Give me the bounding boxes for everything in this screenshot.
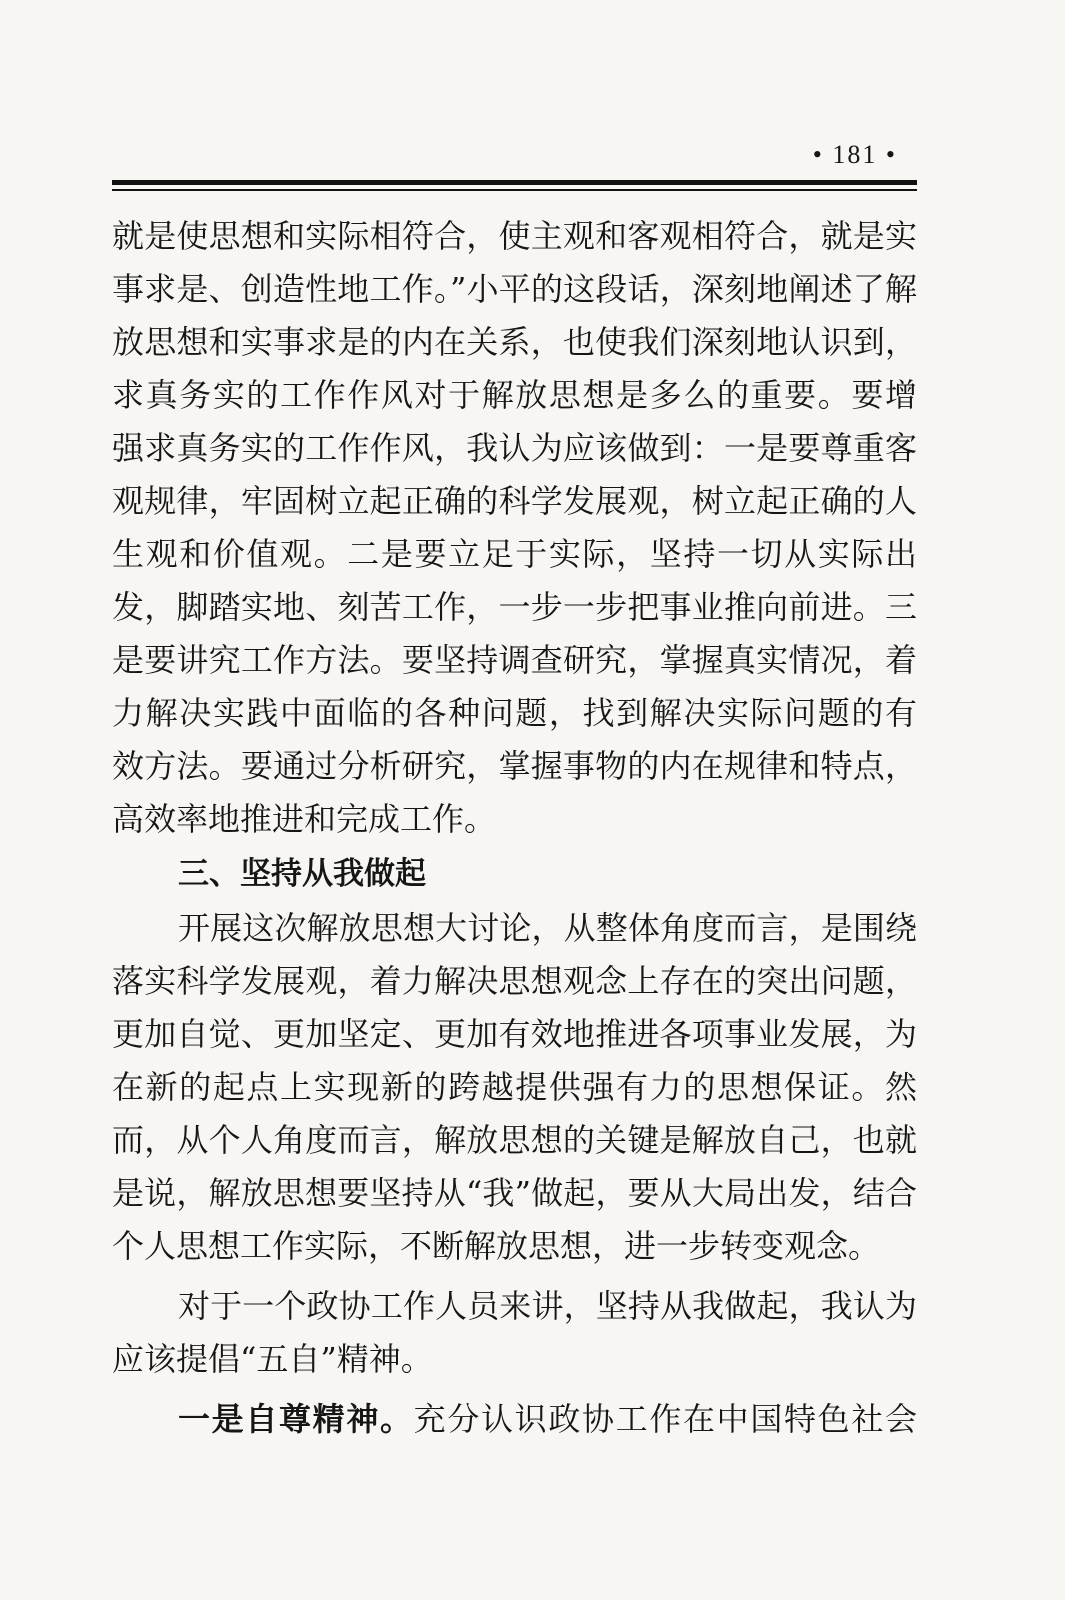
bold-lead-phrase: 一是自尊精神。 bbox=[178, 1400, 414, 1438]
text-line: 强求真务实的工作作风，我认为应该做到：一是要尊重客 bbox=[112, 429, 917, 467]
text-line: 个人思想工作实际，不断解放思想，进一步转变观念。 bbox=[112, 1227, 881, 1265]
text-line: 是要讲究工作方法。要坚持调查研究，掌握真实情况，着 bbox=[112, 641, 917, 679]
section-heading: 三、坚持从我做起 bbox=[178, 856, 426, 892]
text-line: 事求是、创造性地工作。”小平的这段话，深刻地阐述了解 bbox=[112, 270, 917, 308]
page-body bbox=[112, 210, 917, 1446]
page-number: • 181 • bbox=[812, 140, 897, 169]
text-line: 生观和价值观。二是要立足于实际，坚持一切从实际出 bbox=[112, 535, 917, 573]
text-line: 更加自觉、更加坚定、更加有效地推进各项事业发展，为 bbox=[112, 1015, 917, 1053]
text-line: 而，从个人角度而言，解放思想的关键是解放自己，也就 bbox=[112, 1121, 917, 1159]
text-line: 是说，解放思想要坚持从“我”做起，要从大局出发，结合 bbox=[112, 1174, 917, 1212]
paragraph-2 bbox=[112, 902, 917, 1273]
paragraph-1 bbox=[112, 210, 917, 846]
paragraph-4 bbox=[112, 1393, 917, 1446]
text-line: 对于一个政协工作人员来讲，坚持从我做起，我认为 bbox=[178, 1287, 917, 1325]
text-line: 就是使思想和实际相符合，使主观和客观相符合，就是实 bbox=[112, 217, 917, 255]
text-line: 开展这次解放思想大讨论，从整体角度而言，是围绕 bbox=[178, 909, 917, 947]
text-line: 发，脚踏实地、刻苦工作，一步一步把事业推向前进。三 bbox=[112, 588, 917, 626]
header-rule-thin bbox=[112, 189, 917, 191]
text-run: 充分认识政协工作在中国特色社会 bbox=[413, 1400, 917, 1438]
text-line: 放思想和实事求是的内在关系，也使我们深刻地认识到， bbox=[112, 323, 917, 361]
paragraph-3 bbox=[112, 1280, 917, 1386]
header-rule-thick bbox=[112, 180, 917, 185]
text-line: 在新的起点上实现新的跨越提供强有力的思想保证。然 bbox=[112, 1068, 917, 1106]
text-line: 落实科学发展观，着力解决思想观念上存在的突出问题， bbox=[112, 962, 917, 1000]
text-line: 应该提倡“五自”精神。 bbox=[112, 1340, 433, 1378]
text-line: 观规律，牢固树立起正确的科学发展观，树立起正确的人 bbox=[112, 482, 917, 520]
text-line: 力解决实践中面临的各种问题，找到解决实际问题的有 bbox=[112, 694, 917, 732]
text-line: 求真务实的工作作风对于解放思想是多么的重要。要增 bbox=[112, 376, 917, 414]
text-line: 效方法。要通过分析研究，掌握事物的内在规律和特点， bbox=[112, 747, 917, 785]
text-line bbox=[112, 1393, 917, 1446]
text-line: 高效率地推进和完成工作。 bbox=[112, 800, 497, 838]
